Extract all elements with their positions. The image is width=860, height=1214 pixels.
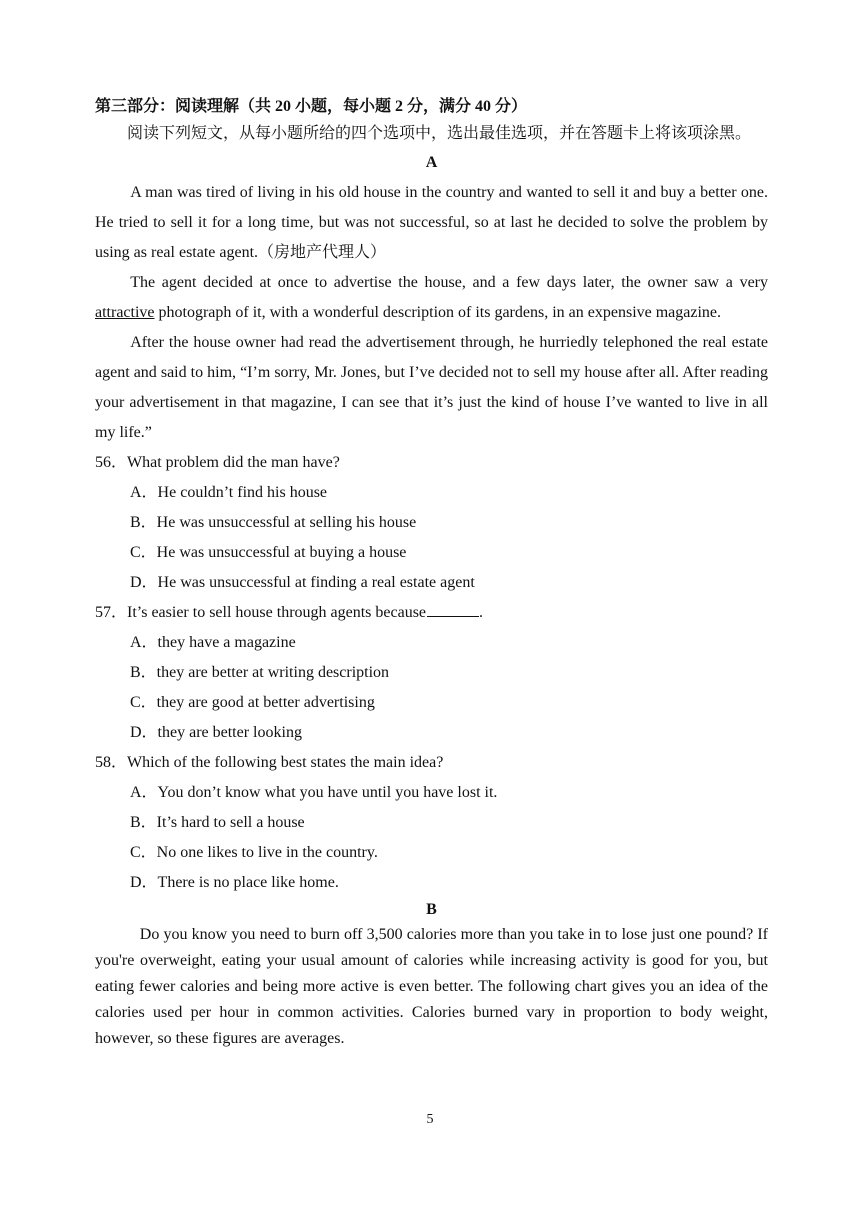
answer-blank: [427, 600, 479, 617]
question-57: [95, 598, 768, 628]
underlined-word: attractive: [95, 304, 155, 321]
q56-option-a: A．He couldn’t find his house: [130, 484, 328, 501]
q57-stem: 57．It’s easier to sell house through agents because: [95, 604, 427, 621]
passage-a-heading: A: [425, 154, 438, 171]
q58-option-a: A．You don’t know what you have until you have lost it.: [130, 784, 498, 801]
section-instruction: 阅读下列短文，从每小题所给的四个选项中，选出最佳选项，并在答题卡上将该项涂黑。: [127, 125, 752, 142]
question-56: 56．What problem did the man have?: [95, 454, 340, 471]
q57-stem-end: .: [479, 604, 484, 621]
p2-text-after: photograph of it, with a wonderful description of its gardens, in an expensive magazine.: [154, 304, 722, 321]
section-title: 第三部分：阅读理解（共 20 小题，每小题 2 分，满分 40 分）: [95, 98, 528, 115]
question-58: 58．Which of the following best states the main idea?: [95, 754, 444, 771]
p2-text-before: The agent decided at once to advertise the house, and a few days later, the owner saw a very: [130, 274, 768, 291]
q58-option-d: D．There is no place like home.: [130, 874, 339, 891]
q56-option-c: C．He was unsuccessful at buying a house: [130, 544, 407, 561]
q57-option-a: A．they have a magazine: [130, 634, 296, 651]
passage-b-paragraph-1: Do you know you need to burn off 3,500 calories more than you take in to lose just one pound? If you're overweight, eating your usual amount of calories while increasing activity is good for you, but eating fewer calories and being more active is even better. The following chart gives you an idea of the calories used per hour in common activities. Calories burned vary in proportion to body weight, however, so these figures are averages.: [95, 926, 768, 1047]
q56-option-b: B．He was unsuccessful at selling his house: [130, 514, 417, 531]
document-page: [95, 95, 768, 1052]
q58-option-c: C．No one likes to live in the country.: [130, 844, 378, 861]
passage-a-paragraph-1: A man was tired of living in his old house in the country and wanted to sell it and buy a better one. He tried to sell it for a long time, but was not successful, so at last he decided to solve the problem by using as real estate agent.（房地产代理人）: [95, 184, 768, 261]
page-number: 5: [426, 1112, 434, 1127]
passage-a-paragraph-2: [95, 268, 768, 328]
q56-option-d: D．He was unsuccessful at finding a real estate agent: [130, 574, 475, 591]
passage-a-paragraph-3: After the house owner had read the advertisement through, he hurriedly telephoned the real estate agent and said to him, “I’m sorry, Mr. Jones, but I’ve decided not to sell my house after all. After reading your advertisement in that magazine, I can see that it’s just the kind of house I’ve wanted to live in all my life.”: [95, 334, 768, 441]
q57-option-b: B．they are better at writing description: [130, 664, 390, 681]
q57-option-c: C．they are good at better advertising: [130, 694, 375, 711]
q57-option-d: D．they are better looking: [130, 724, 302, 741]
passage-b-heading: B: [426, 901, 437, 918]
q58-option-b: B．It’s hard to sell a house: [130, 814, 305, 831]
